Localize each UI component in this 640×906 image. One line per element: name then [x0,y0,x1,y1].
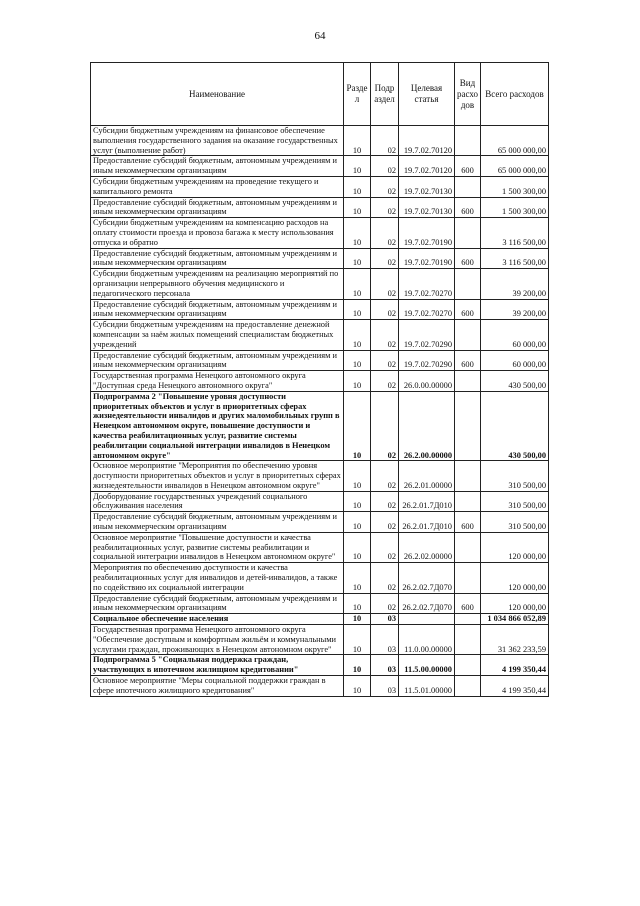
cell-subsection: 02 [371,563,399,593]
cell-expense-type [455,371,481,392]
table-header-row [91,63,549,126]
table-row [91,461,549,491]
cell-subsection: 02 [371,126,399,156]
page-number: 64 [314,30,326,42]
cell-total: 4 199 350,44 [481,676,549,697]
cell-subsection: 02 [371,320,399,350]
cell-expense-type: 600 [455,512,481,533]
cell-name: Социальное обеспечение населения [91,614,344,625]
cell-subsection: 02 [371,176,399,197]
cell-total: 1 034 866 052,89 [481,614,549,625]
cell-section: 10 [344,269,371,299]
cell-section: 10 [344,625,371,655]
cell-section: 10 [344,156,371,177]
cell-expense-type: 600 [455,593,481,614]
table-row [91,126,549,156]
header-section: Разде л [344,63,371,126]
cell-subsection: 02 [371,371,399,392]
table-row [91,269,549,299]
header-expense-type: Вид расхо дов [455,63,481,126]
cell-total: 120 000,00 [481,532,549,562]
cell-total: 310 500,00 [481,512,549,533]
cell-name: Предоставление субсидий бюджетным, автономным учреждениям и иным некоммерческим организациям [91,197,344,218]
cell-subsection: 02 [371,218,399,248]
cell-total: 31 362 233,59 [481,625,549,655]
cell-name: Субсидии бюджетным учреждениям на реализацию мероприятий по организации непрерывного обучения медицинского и педагогического персонала [91,269,344,299]
cell-total: 3 116 500,00 [481,248,549,269]
table-row [91,176,549,197]
cell-section: 10 [344,299,371,320]
cell-total: 39 200,00 [481,269,549,299]
cell-target: 19.7.02.70130 [399,197,455,218]
cell-section: 10 [344,461,371,491]
cell-name: Субсидии бюджетным учреждениям на компенсацию расходов на оплату стоимости проезда и провоза багажа к месту использования отпуска и обратно [91,218,344,248]
cell-name: Субсидии бюджетным учреждениям на предоставление денежной компенсации за наём жилых помещений специалистам бюджетных учреждений [91,320,344,350]
cell-section: 10 [344,655,371,676]
table-row [91,299,549,320]
cell-subsection: 02 [371,461,399,491]
cell-expense-type [455,655,481,676]
cell-subsection: 02 [371,350,399,371]
cell-expense-type [455,491,481,512]
cell-target: 19.7.02.70290 [399,350,455,371]
table-row [91,350,549,371]
cell-total: 430 500,00 [481,371,549,392]
cell-name: Предоставление субсидий бюджетным, автономным учреждениям и иным некоммерческим организациям [91,299,344,320]
header-target: Целевая статья [399,63,455,126]
cell-expense-type [455,676,481,697]
table-row [91,371,549,392]
table-row [91,676,549,697]
cell-name: Подпрограмма 5 "Социальная поддержка граждан, участвующих в ипотечном жилищном кредитовании" [91,655,344,676]
cell-expense-type: 600 [455,350,481,371]
cell-expense-type [455,563,481,593]
cell-name: Подпрограмма 2 "Повышение уровня доступности приоритетных объектов и услуг в приоритетных сферах жизнедеятельности инвалидов и других маломобильных групп в Ненецком автономном округе, повышение доступности и качества реабилитационных услуг, развитие системы реабилитации социальной интеграции инвалидов в Ненецком автономном округе" [91,391,344,461]
cell-expense-type: 600 [455,197,481,218]
cell-target: 19.7.02.70270 [399,299,455,320]
cell-name: Государственная программа Ненецкого автономного округа "Обеспечение доступным и комфортным жильём и коммунальными услугами граждан, проживающих в Ненецком автономном округе" [91,625,344,655]
cell-subsection: 02 [371,491,399,512]
cell-subsection: 02 [371,248,399,269]
table-row [91,320,549,350]
cell-target: 19.7.02.70120 [399,126,455,156]
cell-name: Основное мероприятие "Повышение доступности и качества реабилитационных услуг, развитие системы реабилитации и социальной интеграции инвалидов в Ненецком автономном округе" [91,532,344,562]
cell-subsection: 03 [371,655,399,676]
cell-total: 3 116 500,00 [481,218,549,248]
cell-section: 10 [344,563,371,593]
header-name: Наименование [91,63,344,126]
cell-total: 4 199 350,44 [481,655,549,676]
cell-subsection: 02 [371,391,399,461]
cell-total: 39 200,00 [481,299,549,320]
cell-name: Субсидии бюджетным учреждениям на финансовое обеспечение выполнения государственного задания на оказание государственных услуг (выполнение работ) [91,126,344,156]
cell-name: Дооборудование государственных учреждений социального обслуживания населения [91,491,344,512]
cell-section: 10 [344,676,371,697]
cell-section: 10 [344,350,371,371]
cell-name: Предоставление субсидий бюджетным, автономным учреждениям и иным некоммерческим организациям [91,512,344,533]
cell-name: Субсидии бюджетным учреждениям на проведение текущего и капитального ремонта [91,176,344,197]
table-row [91,532,549,562]
cell-total: 1 500 300,00 [481,197,549,218]
cell-expense-type: 600 [455,299,481,320]
cell-section: 10 [344,197,371,218]
cell-subsection: 02 [371,299,399,320]
cell-total: 310 500,00 [481,461,549,491]
table-row [91,248,549,269]
cell-target [399,614,455,625]
cell-total: 310 500,00 [481,491,549,512]
cell-expense-type [455,391,481,461]
cell-total: 60 000,00 [481,320,549,350]
cell-total: 1 500 300,00 [481,176,549,197]
cell-name: Государственная программа Ненецкого автономного округа "Доступная среда Ненецкого автономного округа" [91,371,344,392]
cell-total: 120 000,00 [481,563,549,593]
cell-section: 10 [344,391,371,461]
cell-section: 10 [344,614,371,625]
cell-section: 10 [344,593,371,614]
cell-section: 10 [344,532,371,562]
cell-target: 26.2.01.7Д010 [399,491,455,512]
cell-target: 19.7.02.70190 [399,248,455,269]
cell-target: 11.0.00.00000 [399,625,455,655]
header-subsection: Подр аздел [371,63,399,126]
cell-subsection: 02 [371,512,399,533]
cell-expense-type [455,532,481,562]
cell-expense-type: 600 [455,156,481,177]
cell-target: 11.5.01.00000 [399,676,455,697]
cell-target: 19.7.02.70270 [399,269,455,299]
cell-target: 19.7.02.70190 [399,218,455,248]
cell-section: 10 [344,126,371,156]
table-row [91,218,549,248]
table-row [91,614,549,625]
budget-table [90,62,549,697]
table-row [91,197,549,218]
cell-section: 10 [344,371,371,392]
cell-target: 26.2.02.7Д070 [399,563,455,593]
cell-expense-type [455,176,481,197]
cell-target: 26.2.00.00000 [399,391,455,461]
cell-subsection: 02 [371,156,399,177]
table-row [91,391,549,461]
cell-target: 19.7.02.70130 [399,176,455,197]
table-row [91,625,549,655]
cell-target: 19.7.02.70120 [399,156,455,177]
cell-target: 26.2.01.00000 [399,461,455,491]
cell-expense-type [455,461,481,491]
cell-section: 10 [344,176,371,197]
table-row [91,593,549,614]
cell-subsection: 03 [371,614,399,625]
cell-total: 120 000,00 [481,593,549,614]
cell-subsection: 03 [371,625,399,655]
table-row [91,491,549,512]
cell-total: 65 000 000,00 [481,126,549,156]
table-row [91,156,549,177]
table-row [91,512,549,533]
cell-section: 10 [344,320,371,350]
cell-name: Основное мероприятие "Меры социальной поддержки граждан в сфере ипотечного жилищного кредитования" [91,676,344,697]
cell-section: 10 [344,491,371,512]
cell-name: Предоставление субсидий бюджетным, автономным учреждениям и иным некоммерческим организациям [91,248,344,269]
cell-expense-type [455,625,481,655]
cell-name: Предоставление субсидий бюджетным, автономным учреждениям и иным некоммерческим организациям [91,593,344,614]
cell-expense-type: 600 [455,248,481,269]
table-body [91,126,549,697]
cell-section: 10 [344,218,371,248]
cell-name: Мероприятия по обеспечению доступности и качества реабилитационных услуг для инвалидов и детей-инвалидов, а также по содействию их социальной интеграции [91,563,344,593]
cell-subsection: 02 [371,197,399,218]
cell-subsection: 02 [371,269,399,299]
cell-subsection: 02 [371,593,399,614]
cell-section: 10 [344,248,371,269]
cell-total: 65 000 000,00 [481,156,549,177]
cell-target: 26.2.01.7Д010 [399,512,455,533]
cell-expense-type [455,269,481,299]
table-row [91,655,549,676]
cell-target: 11.5.00.00000 [399,655,455,676]
header-total: Всего расходов [481,63,549,126]
cell-name: Предоставление субсидий бюджетным, автономным учреждениям и иным некоммерческим организациям [91,156,344,177]
cell-name: Основное мероприятие "Мероприятия по обеспечению уровня доступности приоритетных объектов и услуг в приоритетных сферах жизнедеятельности инвалидов в Ненецком автономном округе" [91,461,344,491]
cell-total: 430 500,00 [481,391,549,461]
cell-expense-type [455,320,481,350]
cell-subsection: 03 [371,676,399,697]
cell-expense-type [455,218,481,248]
table-row [91,563,549,593]
cell-target: 19.7.02.70290 [399,320,455,350]
cell-section: 10 [344,512,371,533]
cell-target: 26.2.02.7Д070 [399,593,455,614]
cell-name: Предоставление субсидий бюджетным, автономным учреждениям и иным некоммерческим организациям [91,350,344,371]
cell-expense-type [455,126,481,156]
cell-total: 60 000,00 [481,350,549,371]
cell-subsection: 02 [371,532,399,562]
cell-target: 26.0.00.00000 [399,371,455,392]
cell-expense-type [455,614,481,625]
cell-target: 26.2.02.00000 [399,532,455,562]
